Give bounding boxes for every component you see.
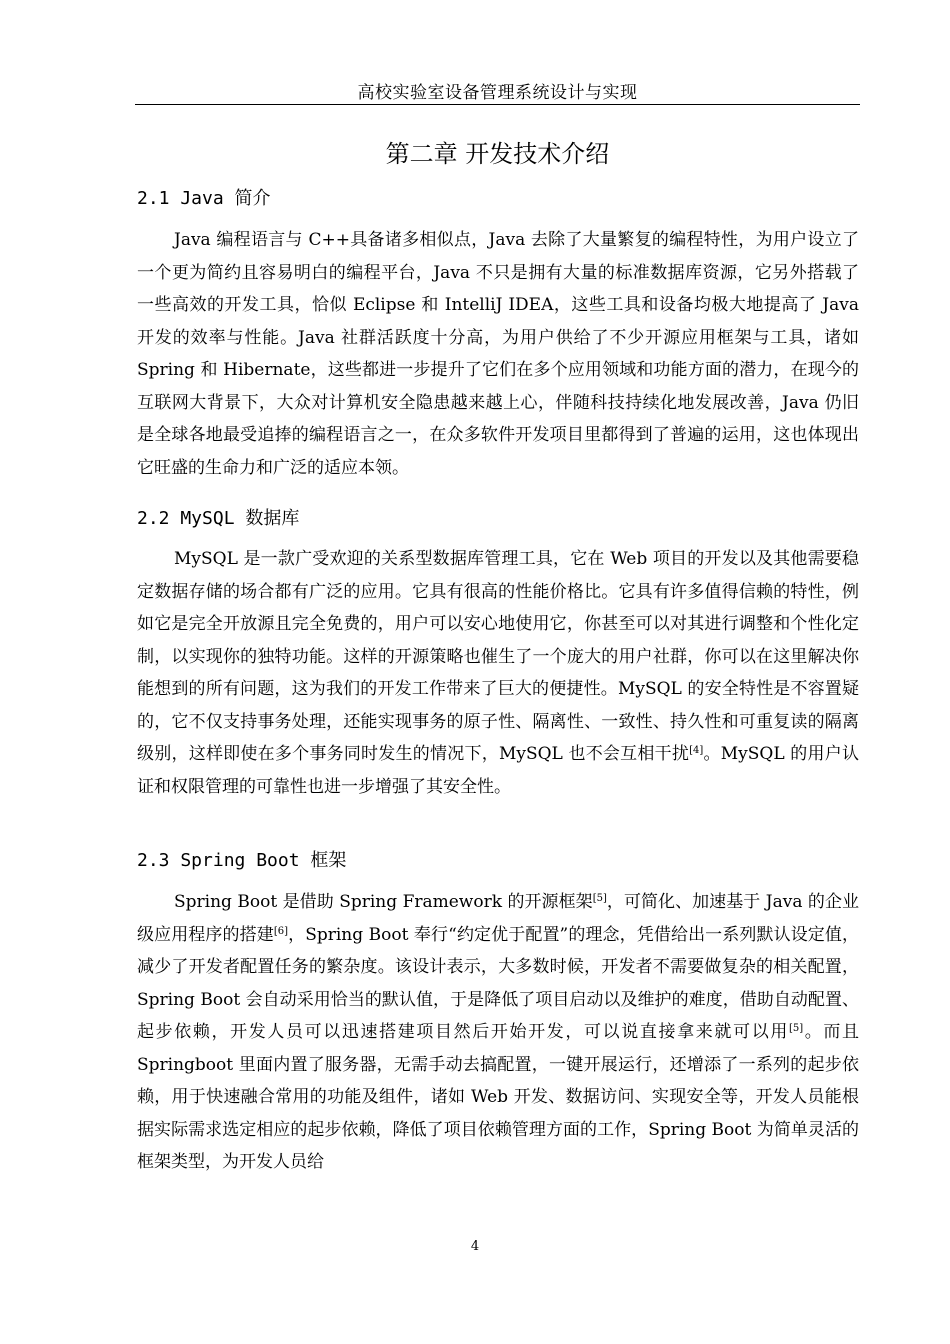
springboot-text-1: Spring Boot 是借助 Spring Framework 的开源框架 [174,892,593,912]
mysql-text-1: MySQL 是一款广受欢迎的关系型数据库管理工具，它在 Web 项目的开发以及其他需要稳定数据存储的场合都有广泛的应用。它具有很高的性能价格比。它具有许多值得信赖的特性，例如它是完全开放源且完全免费的，用户可以安心地使用它，你甚至可以对其进行调整和个性化定制，以实现你的独特功能。这样的开源策略也催生了一个庞大的用户社群，你可以在这里解决你能想到的所有问题，这为我们的开发工作带来了巨大的便捷性。MySQL 的安全特性是不容置疑的，它不仅支持事务处理，还能实现事务的原子性、隔离性、一致性、持久性和可重复读的隔离级别，这样即使在多个事务同时发生的情况下，MySQL 也不会互相干扰 [137,549,859,764]
section-heading-springboot: 2.3 Spring Boot 框架 [137,850,347,871]
paragraph-mysql [137,543,859,803]
citation-6: [6] [273,925,288,937]
paragraph-springboot [137,886,859,1179]
springboot-text-3: ，Spring Boot 奉行“约定优于配置”的理念，凭借给出一系列默认设定值，减少了开发者配置任务的繁杂度。该设计表示，大多数时候，开发者不需要做复杂的相关配置，Spring Boot 会自动采用恰当的默认值，于是降低了项目启动以及维护的难度，借助自动配置、起步依赖，开发人员可以迅速搭建项目然后开始开发，可以说直接拿来就可以用 [137,924,860,1042]
section-heading-java: 2.1 Java 简介 [137,188,271,209]
springboot-text-4: 。而且 Springboot 里面内置了服务器，无需手动去搞配置，一键开展运行，还增添了一系列的起步依赖，用于快速融合常用的功能及组件，诸如 Web 开发、数据访问、实现安全等，开发人员能根据实际需求选定相应的起步依赖，降低了项目依赖管理方面的工作，Spring Boot 为简单灵活的框架类型，为开发人员给 [137,1022,860,1172]
header-rule [135,104,860,105]
springboot-text-2: ，可简化、加速基于 Java 的企业级应用程序的搭建 [137,892,859,945]
chapter-title: 第二章 开发技术介绍 [385,140,610,168]
running-header: 高校实验室设备管理系统设计与实现 [357,83,638,103]
paragraph-java: Java 编程语言与 C++具备诸多相似点，Java 去除了大量繁复的编程特性，为用户设立了一个更为简约且容易明白的编程平台，Java 不只是拥有大量的标准数据库资源，它另外搭载了一些高效的开发工具，恰似 Eclipse 和 IntelliJ IDEA，这些工具和设备均极大地提高了 Java 开发的效率与性能。Java 社群活跃度十分高，为用户供给了不少开源应用框架与工具，诸如 Spring 和 Hibernate，这些都进一步提升了它们在多个应用领域和功能方面的潜力，在现今的互联网大背景下，大众对计算机安全隐患越来越上心，伴随科技持续化地发展改善，Java 仍旧是全球各地最受追捧的编程语言之一，在众多软件开发项目里都得到了普遍的运用，这也体现出它旺盛的生命力和广泛的适应本领。 [137,230,859,478]
section-heading-mysql: 2.2 MySQL 数据库 [137,508,300,529]
citation-4: [4] [689,745,704,756]
mysql-text-2: 。MySQL 的用户认证和权限管理的可靠性也进一步增强了其安全性。 [137,744,859,797]
citation-5-repeat: [5] [788,1023,804,1034]
citation-5: [5] [592,893,607,904]
page-number: 4 [470,1239,480,1254]
